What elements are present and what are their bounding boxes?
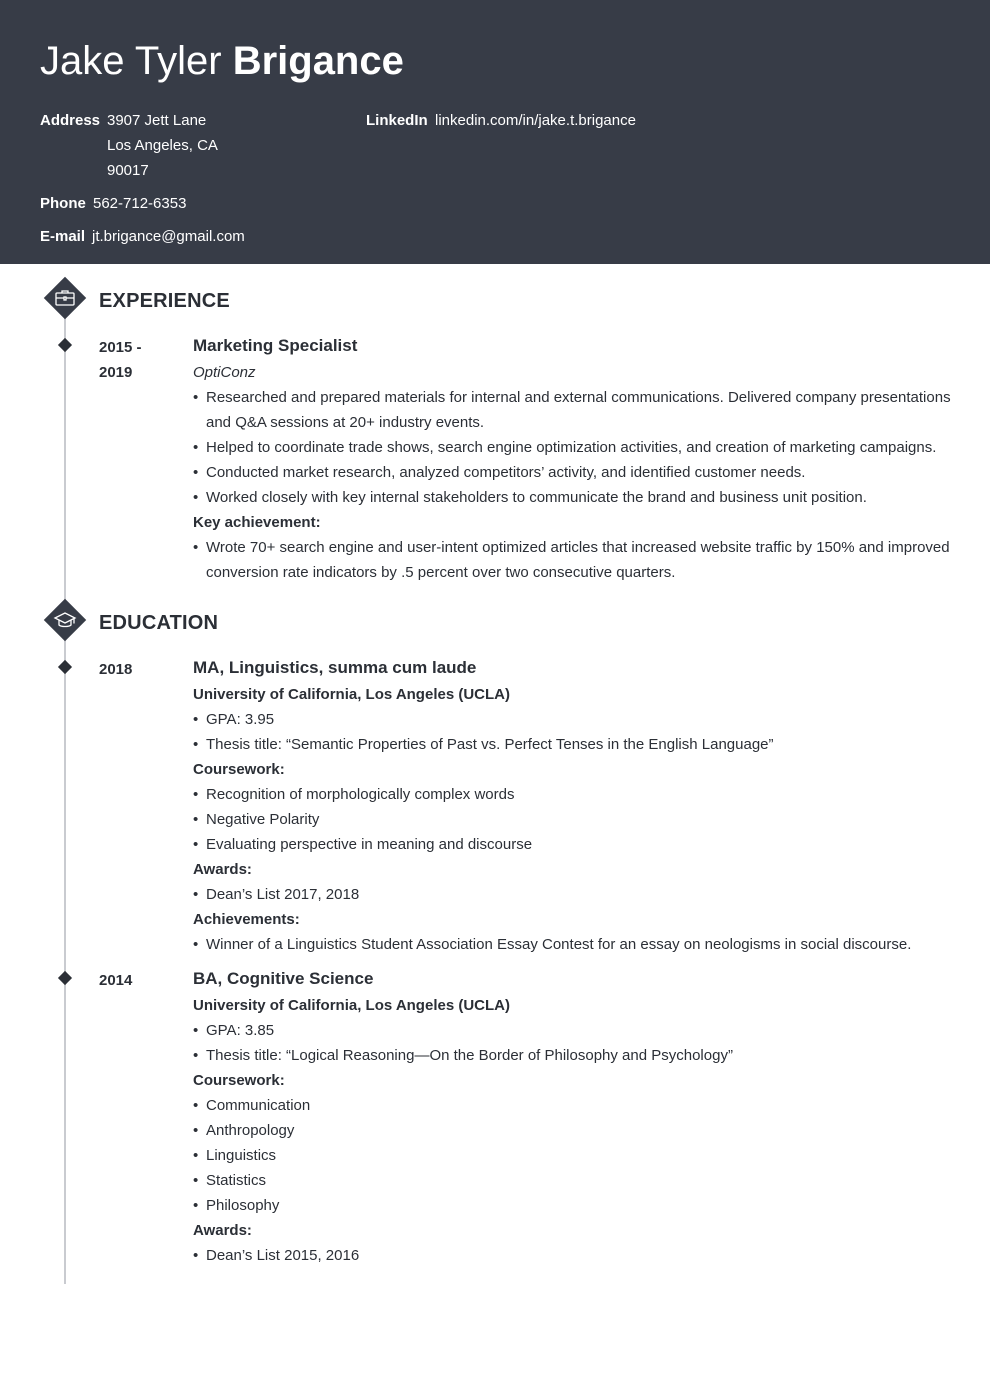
contact-email [40,224,245,249]
timeline-dot [58,660,72,674]
date-end: 2019 [99,364,133,381]
contact-phone [40,191,186,216]
experience-section-icon [44,277,86,319]
list-item: • Helped to coordinate trade shows, search engine optimization activities, and creation of marketing campaigns. [193,435,963,460]
date-start: 2015 - [99,339,142,356]
company-name: OptiConz [193,364,256,381]
entry-date: 2018 [99,661,133,678]
linkedin-label: LinkedIn [366,112,428,129]
awards-label: Awards: [193,1222,252,1239]
timeline-dot [58,338,72,352]
address-line: 3907 Jett Lane [107,112,207,129]
responsibilities-list [193,385,963,510]
list-item: • Linguistics [193,1143,963,1168]
list-item: • Researched and prepared materials for internal and external communications. Delivered company presentations and Q&A sessions at 20+ industry events. [193,385,963,435]
education-entry [193,655,963,957]
list-item: • Recognition of morphologically complex words [193,782,963,807]
list-item: • Wrote 70+ search engine and user-intent optimized articles that increased website traffic by 150% and improved conversion rate indicators by .5 percent over two consecutive quarters. [193,535,963,585]
contact-linkedin [366,108,636,133]
list-item: • Evaluating perspective in meaning and discourse [193,832,963,857]
list-item: • Thesis title: “Semantic Properties of Past vs. Perfect Tenses in the English Language” [193,732,963,757]
address-label: Address [40,112,101,129]
list-item: • Anthropology [193,1118,963,1143]
entry-date: 2014 [99,972,133,989]
first-name: Jake Tyler [40,39,222,83]
list-item: • Statistics [193,1168,963,1193]
details-list [193,1018,963,1068]
candidate-name [40,38,404,84]
linkedin-link[interactable]: linkedin.com/in/jake.t.brigance [435,112,636,129]
timeline-line [64,300,66,1284]
experience-section-title: EXPERIENCE [99,290,230,312]
list-item: • Winner of a Linguistics Student Association Essay Contest for an essay on neologisms in social discourse. [193,932,963,957]
coursework-list [193,782,963,857]
email-link[interactable]: jt.brigance@gmail.com [92,228,245,245]
list-item: • Worked closely with key internal stakeholders to communicate the brand and business unit position. [193,485,963,510]
institution-name: University of California, Los Angeles (UCLA) [193,997,510,1014]
phone-label: Phone [40,195,86,212]
education-entry [193,966,963,1268]
achievements-label: Achievements: [193,911,300,928]
list-item: • GPA: 3.85 [193,1018,963,1043]
list-item: • Conducted market research, analyzed competitors’ activity, and identified customer needs. [193,460,963,485]
graduation-cap-icon [53,608,77,632]
contact-address [40,108,218,183]
address-value [107,108,218,183]
education-section-title: EDUCATION [99,612,219,634]
resume-header [0,0,990,264]
coursework-label: Coursework: [193,1072,285,1089]
entry-date [99,335,179,385]
institution-name: University of California, Los Angeles (UCLA) [193,686,510,703]
key-achievement-label: Key achievement: [193,514,321,531]
address-line: 90017 [107,162,149,179]
education-section-icon [44,599,86,641]
details-list [193,707,963,757]
list-item: • Dean’s List 2015, 2016 [193,1243,963,1268]
experience-entry [193,333,963,585]
list-item: • Negative Polarity [193,807,963,832]
address-line: Los Angeles, CA [107,137,218,154]
degree-title: MA, Linguistics, summa cum laude [193,658,477,677]
coursework-label: Coursework: [193,761,285,778]
email-label: E-mail [40,228,86,245]
coursework-list [193,1093,963,1218]
key-achievement-list [193,535,963,585]
briefcase-icon [53,286,77,310]
awards-list [193,882,963,907]
list-item: • Dean’s List 2017, 2018 [193,882,963,907]
phone-value: 562-712-6353 [93,195,187,212]
achievements-list [193,932,963,957]
list-item: • GPA: 3.95 [193,707,963,732]
list-item: • Philosophy [193,1193,963,1218]
degree-title: BA, Cognitive Science [193,969,374,988]
job-title: Marketing Specialist [193,336,358,355]
timeline-dot [58,971,72,985]
awards-label: Awards: [193,861,252,878]
awards-list [193,1243,963,1268]
last-name: Brigance [232,39,404,83]
list-item: • Thesis title: “Logical Reasoning—On the Border of Philosophy and Psychology” [193,1043,963,1068]
list-item: • Communication [193,1093,963,1118]
